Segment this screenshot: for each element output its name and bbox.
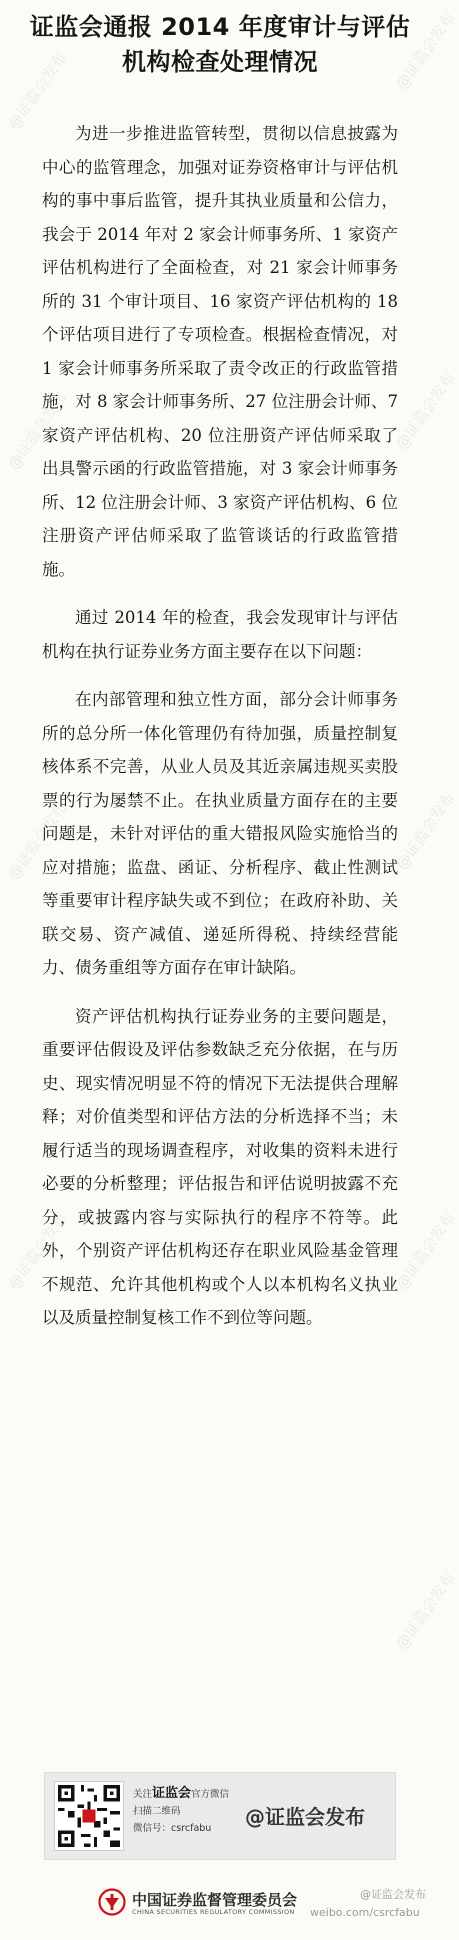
weibo-handle: @证监会发布 [245,1805,365,1829]
watermark: @证监会发布 [4,1208,71,1293]
article-body [42,117,398,1350]
organization-name: 中国证券监督管理委员会 [132,1891,298,1909]
organization-name-english: CHINA SECURITIES REGULATORY COMMISSION [132,1908,295,1916]
wechat-banner [44,1772,396,1860]
follow-text [133,1785,229,1837]
paragraph-1: 为进一步推进监管转型，贯彻以信息披露为中心的监管理念，加强对证券资格审计与评估机构的事中事后监管，提升其执业质量和公信力，我会于 2014 年对 2 家会计师事务所、1 家资产评估机构进行了全面检查，对 21 家会计师事务所的 31 个审计项目、16 家资产评估机构的 18 个评估项目进行了专项检查。根据检查情况，对 1 家会计师事务所采取了责令改正的行政监管措施，对 8 家会计师事务所、27 位注册会计师、7 家资产评估机构、20 位注册资产评估师采取了出具警示函的行政监管措施，对 3 家会计师事务所、12 位注册会计师、3 家资产评估机构、6 位注册资产评估师采取了监管谈话的行政监管措施。 [42,124,398,579]
weibo-url[interactable]: weibo.com/csrcfabu [310,1906,420,1919]
paragraph-4: 资产评估机构执行证券业务的主要问题是，重要评估假设及评估参数缺乏充分依据，在与历史、现实情况明显不符的情况下无法提供合理解释；对价值类型和评估方法的分析选择不当；未履行适当的现场调查程序，对收集的资料未进行必要的分析整理；评估报告和评估说明披露不充分，或披露内容与实际执行的程序不符等。此外，个别资产评估机构还存在职业风险基金管理不规范、允许其他机构或个人以本机构名义执业以及质量控制复核工作不到位等问题。 [42,1006,398,1327]
watermark: @证监会发布 [392,1208,459,1293]
scan-qr-label: 扫描二维码 [133,1806,181,1817]
watermark: @证监会发布 [392,8,459,93]
paragraph-3: 在内部管理和独立性方面，部分会计师事务所的总分所一体化管理仍有待加强，质量控制复核体系不完善，从业人员及其近亲属违规买卖股票的行为屡禁不止。在执业质量方面存在的主要问题是，未针对评估的重大错报风险实施恰当的应对措施；监盘、函证、分析程序、截止性测试等重要审计程序缺失或不到位；在政府补助、关联交易、资产减值、递延所得税、持续经营能力、债务重组等方面存在审计缺陷。 [42,690,398,977]
watermark: @证监会发布 [4,798,71,883]
title-line-1: 证监会通报 2014 年度审计与评估 [29,13,411,41]
watermark: @证监会发布 [392,788,459,873]
follow-prefix: 关注 [133,1789,153,1800]
wechat-id-label: 微信号： [133,1823,172,1834]
wechat-id: csrcfabu [171,1823,212,1834]
footer [0,1886,440,1940]
follow-suffix: 官方微信 [191,1789,230,1800]
watermark: @证监会发布 [4,48,71,133]
weibo-watermark-name: @证监会发布 [360,1888,426,1901]
paragraph-2: 通过 2014 年的检查，我会发现审计与评估机构在执行证券业务方面主要存在以下问题： [42,608,398,661]
watermark: @证监会发布 [392,1568,459,1653]
watermark: @证监会发布 [392,368,459,453]
qr-code-icon[interactable] [54,1781,124,1851]
title-line-2: 机构检查处理情况 [122,48,318,76]
csrc-logo-icon [98,1888,126,1916]
watermark: @证监会发布 [4,388,71,473]
page-title [0,0,440,80]
brand-name: 证监会 [152,1786,192,1801]
